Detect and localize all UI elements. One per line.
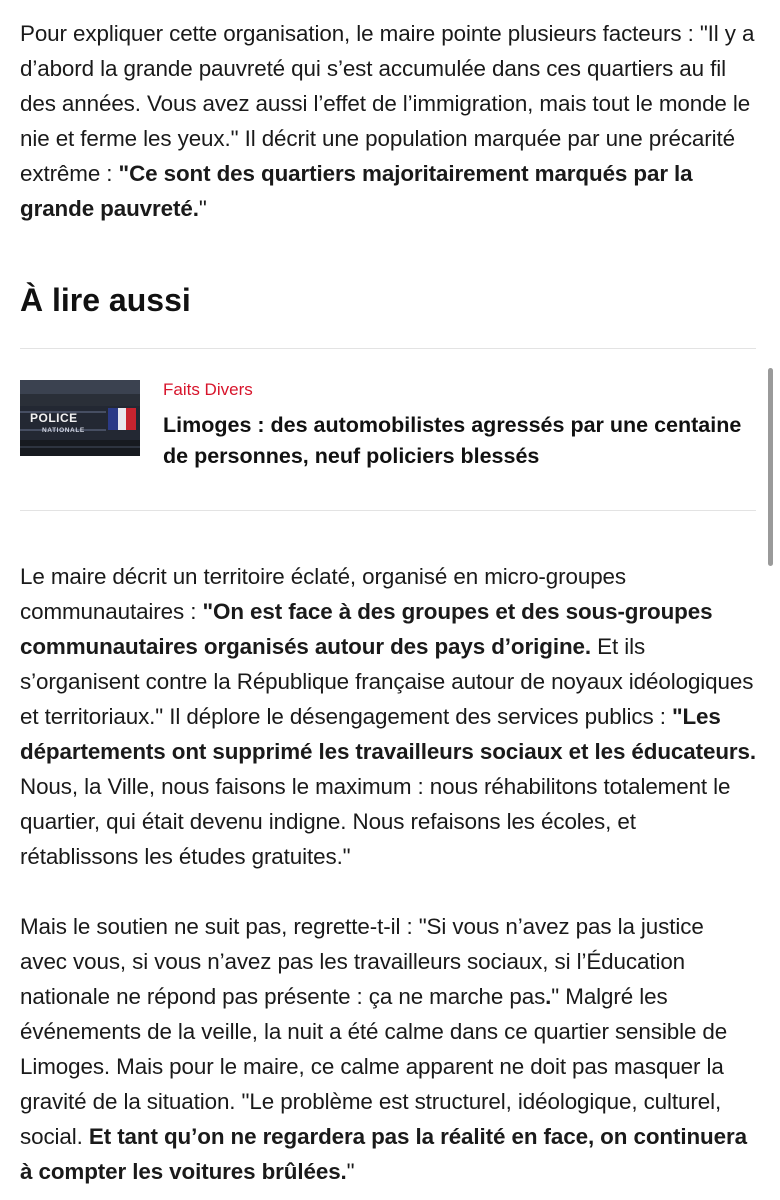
paragraph-quote-bold: Et tant qu’on ne regardera pas la réalité en face, on continuera à compter les voitures brûlées. [20,1124,747,1184]
paragraph-quote-bold: "Ce sont des quartiers majoritairement marqués par la grande pauvreté. [20,161,693,221]
thumbnail-police-label: POLICE [30,411,78,425]
paragraph-text: Nous, la Ville, nous faisons le maximum : nous réhabilitons totalement le quartier, qui était devenu indigne. Nous refaisons les écoles, et rétablissons les études gratuites." [20,774,731,869]
paragraph-text: " [346,1159,355,1184]
thumbnail-nationale-label: NATIONALE [42,427,85,434]
paragraph-text: " Malgré les événements de la veille, la nuit a été calme dans ce quartier sensible de Limoges. Mais pour le maire, ce calme apparent ne doit pas masquer la gravité de la situation. "Le problème est structurel, idéologique, culturel, social. [20,984,728,1149]
read-also-divider-top [20,348,756,349]
police-car-thumbnail[interactable] [20,380,140,456]
read-also-divider-bottom [20,510,756,511]
article-paragraph-1 [20,16,756,226]
paragraph-text: Le maire décrit un territoire éclaté, organisé en micro-groupes communautaires : [20,564,626,624]
article-paragraph-3 [20,909,756,1189]
paragraph-text: Et ils s’organisent contre la République française autour de noyaux idéologiques et territoriaux." Il déplore le désengagement des services publics : [20,634,754,729]
paragraph-quote-bold: "Les départements ont supprimé les travailleurs sociaux et les éducateurs. [20,704,757,764]
article-paragraph-2 [20,559,756,874]
paragraph-bold-period: . [545,984,552,1009]
paragraph-text: Mais le soutien ne suit pas, regrette-t-il : "Si vous n’avez pas la justice avec vous, si vous n’avez pas les travailleurs sociaux, si l’Éducation nationale ne répond pas présente : ça ne marche pas [20,914,704,1009]
paragraph-quote-bold: "On est face à des groupes et des sous-groupes communautaires organisés autour des pays d’origine. [20,599,713,659]
paragraph-text: " [198,196,207,221]
related-article-category[interactable]: Faits Divers [163,380,253,399]
related-article-text [163,378,753,472]
paragraph-text: Pour expliquer cette organisation, le maire pointe plusieurs facteurs : "Il y a d’abord la grande pauvreté qui s’est accumulée dans ces quartiers au fil des années. Vous avez aussi l’effet de l’immigration, mais tout le monde le nie et ferme les yeux." Il décrit une population marquée par une précarité extrême : [20,21,755,186]
related-article-title[interactable]: Limoges : des automobilistes agressés par une centaine de personnes, neuf policiers blessés [163,413,742,468]
related-article-card[interactable] [20,378,756,468]
page-scrollbar[interactable] [768,368,773,566]
read-also-heading: À lire aussi [20,282,191,318]
